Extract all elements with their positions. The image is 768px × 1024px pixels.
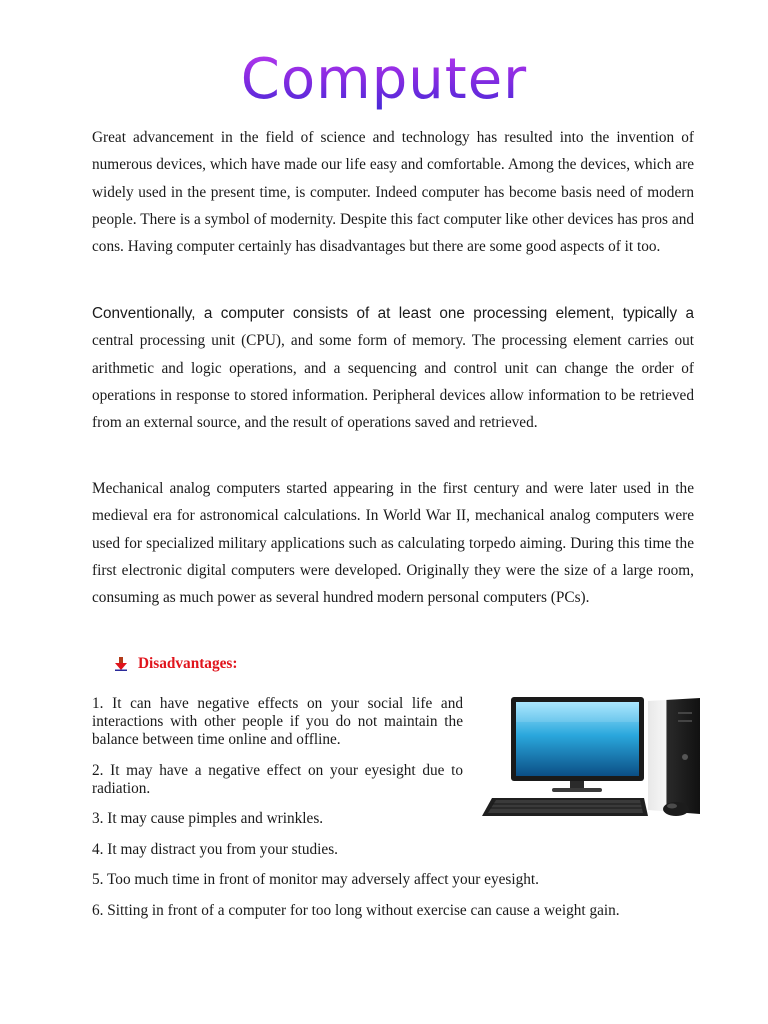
- components-paragraph: [92, 300, 694, 436]
- disadvantage-item: 6. Sitting in front of a computer for too long without exercise can cause a weight gain.: [92, 902, 620, 919]
- monitor-icon: [511, 697, 644, 792]
- components-paragraph-lead: Conventionally, a computer consists of at least one processing element, typically a: [92, 305, 694, 322]
- disadvantage-item: 1. It can have negative effects on your social life and interactions with other people if you do not maintain the balance between time online and offline.: [92, 695, 463, 748]
- disadvantage-item: 3. It may cause pimples and wrinkles.: [92, 810, 324, 827]
- disadvantage-item: 4. It may distract you from your studies.: [92, 841, 338, 858]
- disadvantages-heading: [115, 654, 237, 674]
- intro-paragraph: Great advancement in the field of science and technology has resulted into the invention of numerous devices, which have made our life easy and comfortable. Among the devices, which are widely used in the present time, is computer. Indeed computer has become basis need of modern people. There is a symbol of modernity. Despite this fact computer like other devices has pros and cons. Having computer certainly has disadvantages but there are some good aspects of it too.: [92, 129, 694, 256]
- history-paragraph: Mechanical analog computers started appearing in the first century and were later used in the medieval era for astronomical calculations. In World War II, mechanical analog computers were used for specialized military applications such as calculating torpedo aiming. During this time the first electronic digital computers were developed. Originally they were the size of a large room, consuming as much power as several hundred modern personal computers (PCs).: [92, 480, 694, 607]
- page-title: Computer: [0, 44, 768, 116]
- tower-icon: [648, 698, 700, 814]
- down-arrow-bullet-icon: [115, 657, 127, 671]
- keyboard-icon: [482, 798, 648, 816]
- disadvantages-heading-label: Disadvantages:: [138, 655, 238, 672]
- disadvantage-item: 2. It may have a negative effect on your eyesight due to radiation.: [92, 762, 463, 797]
- components-paragraph-rest: central processing unit (CPU), and some form of memory. The processing element carries out arithmetic and logic operations, and a sequencing and control unit can change the order of operations in response to stored information. Peripheral devices allow information to be retrieved from an external source, and the result of operations saved and retrieved.: [92, 332, 694, 432]
- disadvantage-item: 5. Too much time in front of monitor may adversely affect your eyesight.: [92, 871, 539, 888]
- desktop-computer-illustration: [478, 692, 712, 824]
- mouse-icon: [663, 802, 689, 816]
